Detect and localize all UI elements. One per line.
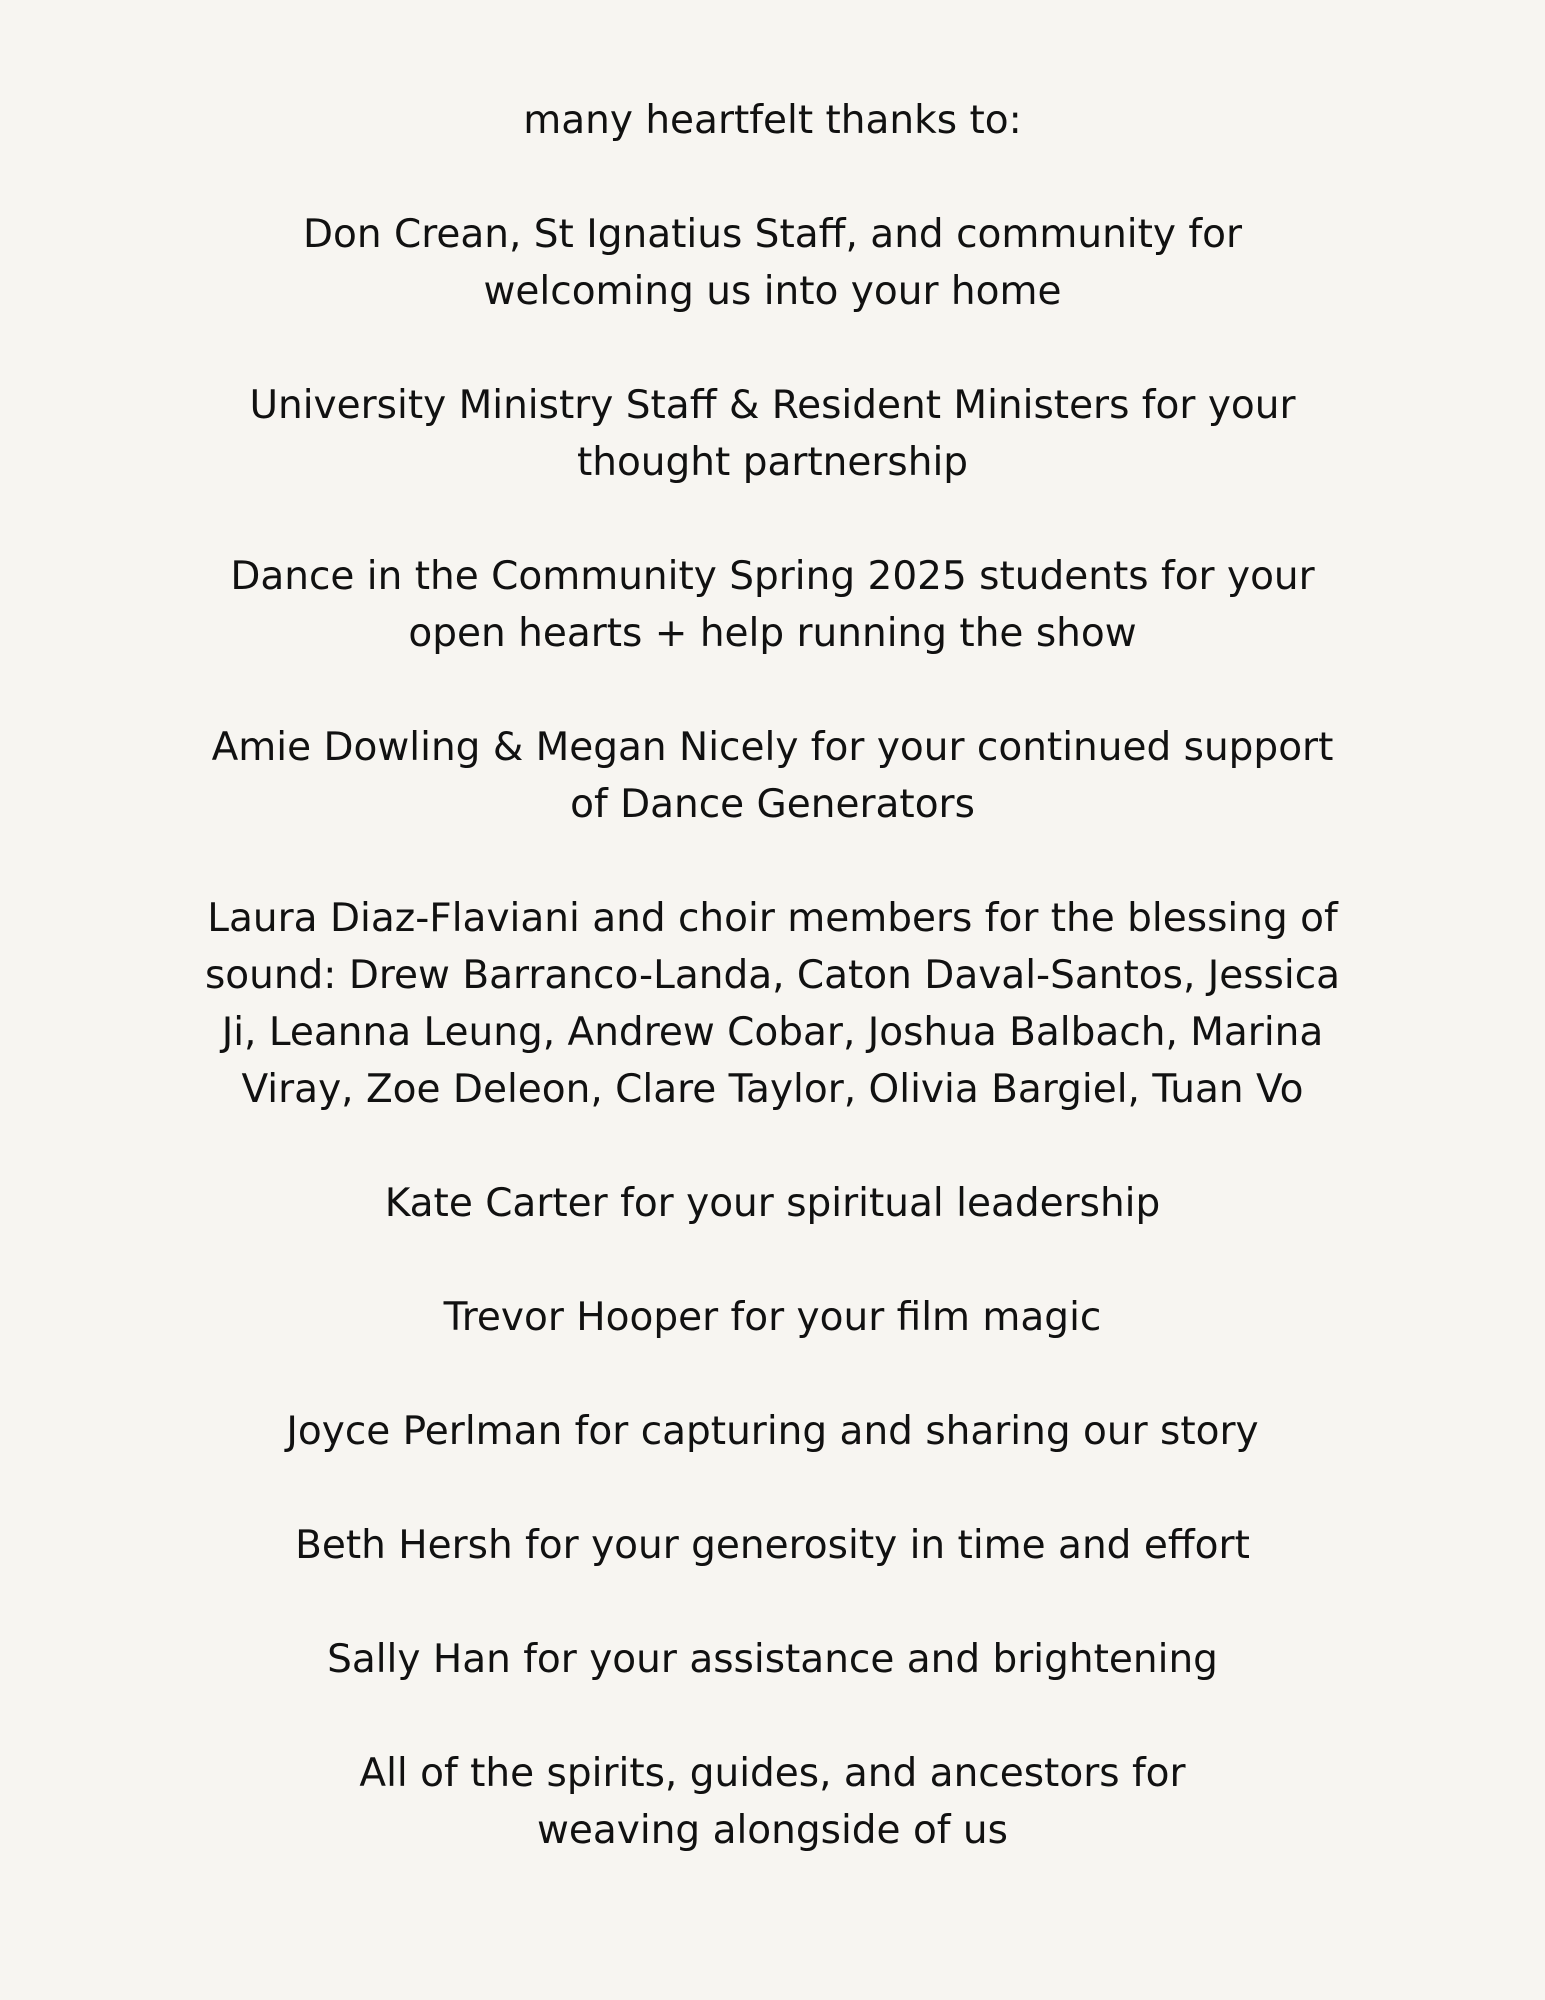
acknowledgement-line: Ji, Leanna Leung, Andrew Cobar, Joshua Balbach, Marina: [221, 1010, 1324, 1055]
acknowledgement-line: Laura Diaz-Flaviani and choir members for the blessing of: [207, 896, 1338, 941]
acknowledgement-line: Kate Carter for your spiritual leadership: [384, 1181, 1161, 1226]
acknowledgement-list: [0, 206, 1545, 1859]
acknowledgement-line: Joyce Perlman for capturing and sharing our story: [286, 1409, 1259, 1454]
acknowledgement-line: Beth Hersh for your generosity in time and effort: [295, 1523, 1250, 1568]
page-heading: many heartfelt thanks to:: [523, 98, 1022, 143]
acknowledgement-entry: [0, 1517, 1545, 1574]
acknowledgement-line: Sally Han for your assistance and brightening: [327, 1637, 1218, 1682]
acknowledgement-entry: [0, 206, 1545, 320]
acknowledgement-line: weaving alongside of us: [537, 1808, 1008, 1853]
acknowledgement-line: All of the spirits, guides, and ancestors for: [359, 1751, 1186, 1796]
acknowledgement-entry: [0, 1289, 1545, 1346]
acknowledgement-entry: [0, 548, 1545, 662]
acknowledgement-line: Don Crean, St Ignatius Staff, and community for: [302, 212, 1243, 257]
acknowledgement-entry: [0, 1745, 1545, 1859]
acknowledgement-line: sound: Drew Barranco-Landa, Caton Daval-Santos, Jessica: [204, 953, 1341, 998]
acknowledgement-line: Dance in the Community Spring 2025 students for your: [230, 554, 1315, 599]
acknowledgement-entry: [0, 1175, 1545, 1232]
acknowledgement-line: University Ministry Staff & Resident Ministers for your: [249, 383, 1296, 428]
acknowledgement-entry: [0, 719, 1545, 833]
acknowledgement-line: Trevor Hooper for your film magic: [443, 1295, 1102, 1340]
acknowledgement-line: Viray, Zoe Deleon, Clare Taylor, Olivia Bargiel, Tuan Vo: [241, 1067, 1304, 1112]
acknowledgement-entry: [0, 377, 1545, 491]
acknowledgement-entry: [0, 1403, 1545, 1460]
acknowledgement-line: Amie Dowling & Megan Nicely for your continued support: [211, 725, 1334, 770]
acknowledgement-entry: [0, 890, 1545, 1118]
acknowledgement-line: welcoming us into your home: [483, 269, 1062, 314]
acknowledgement-line: of Dance Generators: [570, 782, 975, 827]
acknowledgement-line: thought partnership: [576, 440, 969, 485]
acknowledgement-entry: [0, 1631, 1545, 1688]
acknowledgement-line: open hearts + help running the show: [408, 611, 1137, 656]
